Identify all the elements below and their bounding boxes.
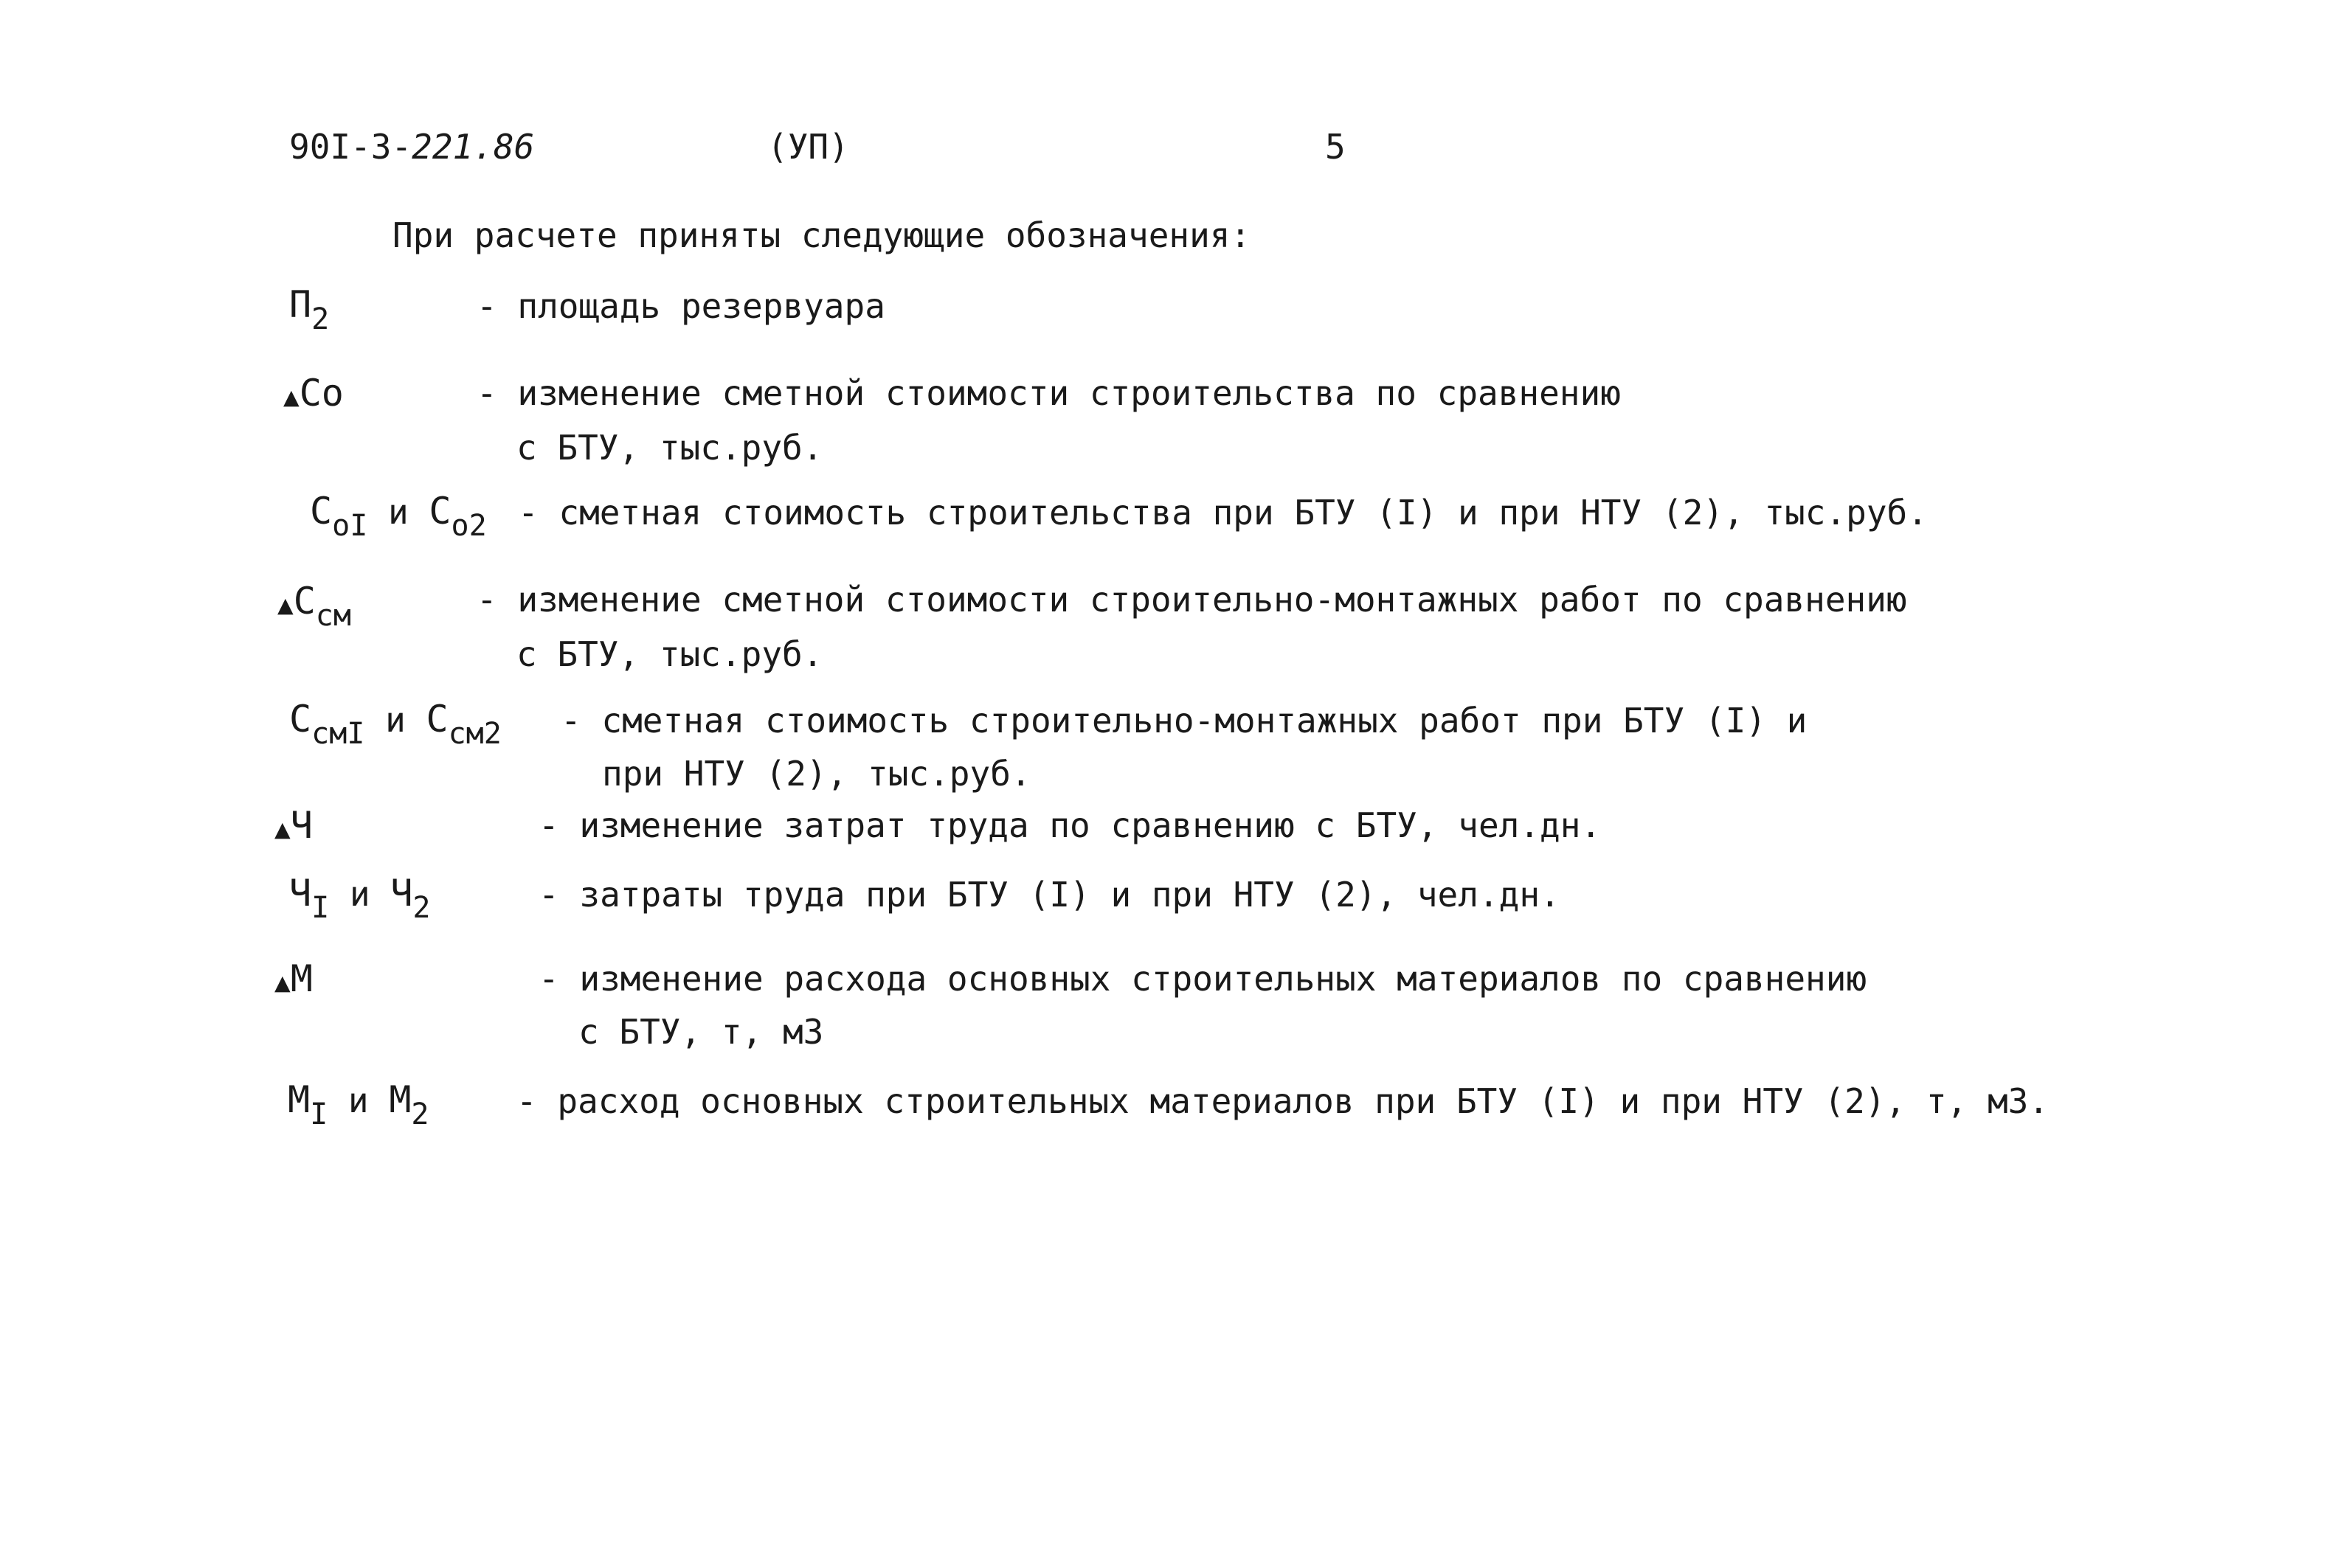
- desc-ch-pair: - затраты труда при БТУ (I) и при НТУ (2), чел.дн.: [539, 875, 1560, 915]
- conjunction: и: [385, 700, 406, 740]
- symbol-subscript: смI: [311, 717, 365, 751]
- symbol-subscript: I: [310, 1097, 328, 1131]
- symbol-subscript: oI: [332, 509, 368, 543]
- document-code: [289, 127, 535, 167]
- symbol-letter: C: [289, 698, 312, 740]
- symbol-subscript: см: [315, 599, 351, 633]
- symbol-subscript: 2: [411, 1097, 429, 1131]
- symbol-delta-ch: [274, 804, 313, 847]
- page-number: 5: [1325, 127, 1346, 167]
- desc-delta-m: - изменение расхода основных строительных материалов по сравнению: [539, 959, 1867, 999]
- symbol-subscript: 2: [311, 302, 330, 336]
- symbol-letter: М: [288, 1078, 311, 1121]
- desc-area: - площадь резервуара: [477, 286, 885, 326]
- symbol-co-pair: [310, 490, 487, 543]
- symbol-subscript: 2: [412, 891, 431, 925]
- symbol-letter: Ч: [390, 872, 413, 915]
- symbol-letter: П: [289, 283, 312, 326]
- desc-delta-ch: - изменение затрат труда по сравнению с БТУ, чел.дн.: [539, 805, 1602, 845]
- symbol-letter: Co: [299, 372, 344, 414]
- desc-delta-co: - изменение сметной стоимости строительства по сравнению: [477, 373, 1621, 413]
- desc-delta-csm-cont: с БТУ, тыс.руб.: [516, 634, 823, 674]
- intro-text: При расчете приняты следующие обозначения:: [392, 215, 1251, 255]
- symbol-ch-pair: [289, 872, 431, 925]
- desc-delta-co-cont: с БТУ, тыс.руб.: [516, 428, 823, 468]
- symbol-delta-csm: [277, 580, 351, 633]
- delta-icon: ▲: [274, 968, 291, 998]
- symbol-delta-co: [283, 372, 344, 414]
- desc-delta-m-cont: с БТУ, т, м3: [578, 1012, 824, 1052]
- delta-icon: ▲: [274, 814, 291, 844]
- document-mark: (УП): [767, 127, 849, 167]
- symbol-letter: М: [290, 957, 313, 1000]
- desc-csm-pair-cont: при НТУ (2), тыс.руб.: [602, 754, 1031, 794]
- conjunction: и: [347, 1080, 369, 1120]
- symbol-letter: C: [310, 490, 333, 533]
- symbol-subscript: o2: [451, 509, 487, 543]
- symbol-delta-m: [274, 957, 313, 1000]
- conjunction: и: [349, 874, 370, 914]
- desc-delta-csm: - изменение сметной стоимости строительно-монтажных работ по сравнению: [477, 580, 1907, 620]
- symbol-subscript: I: [311, 891, 330, 925]
- symbol-m-pair: [288, 1078, 429, 1131]
- document-code-handwritten: 221.86: [412, 127, 535, 167]
- symbol-letter: C: [426, 698, 449, 740]
- symbol-letter: C: [293, 580, 316, 622]
- symbol-letter: М: [389, 1078, 412, 1121]
- delta-icon: ▲: [277, 590, 294, 620]
- symbol-subscript: см2: [448, 717, 502, 751]
- symbol-csm-pair: [289, 698, 502, 751]
- symbol-letter: C: [429, 490, 452, 533]
- document-code-printed: 90I-3-: [289, 127, 412, 167]
- delta-icon: ▲: [283, 382, 300, 412]
- desc-csm-pair: - сметная стоимость строительно-монтажных работ при БТУ (I) и: [561, 701, 1808, 740]
- symbol-area: [289, 283, 330, 336]
- desc-co-pair: - сметная стоимость строительства при БТУ (I) и при НТУ (2), тыс.руб.: [518, 493, 1928, 533]
- desc-m-pair: - расход основных строительных материалов при БТУ (I) и при НТУ (2), т, м3.: [516, 1081, 2050, 1121]
- symbol-letter: Ч: [289, 872, 312, 915]
- conjunction: и: [387, 492, 409, 532]
- symbol-letter: Ч: [290, 804, 313, 847]
